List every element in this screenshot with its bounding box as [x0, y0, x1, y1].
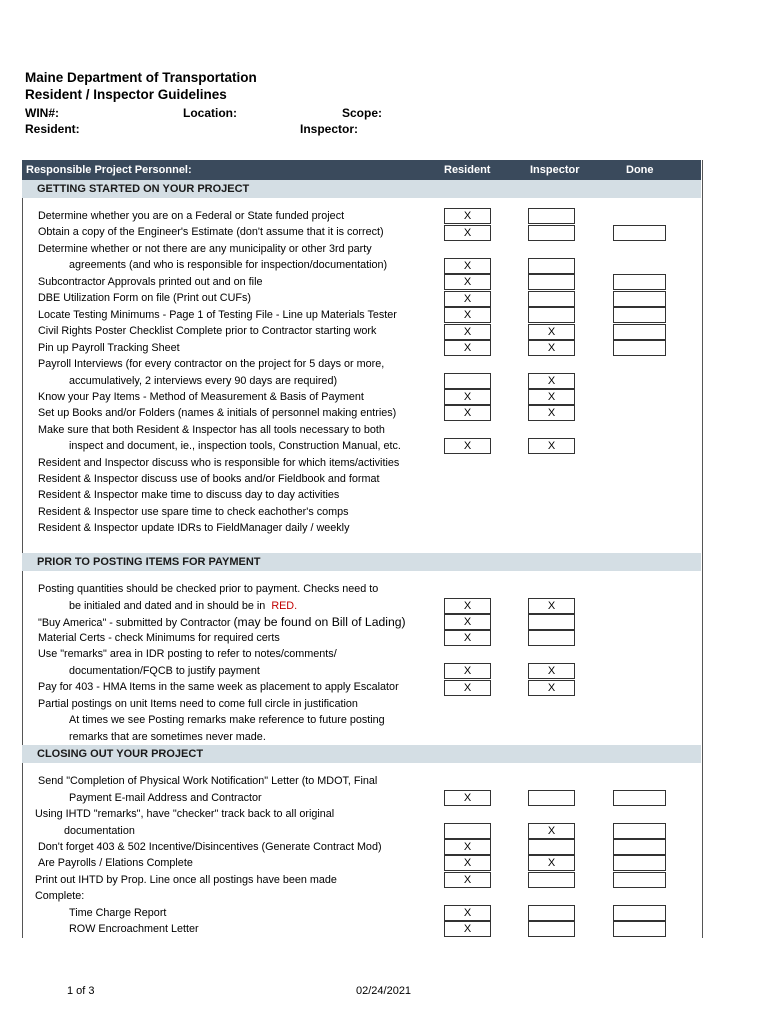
inspector-checkbox[interactable]: [528, 258, 575, 274]
resident-checkbox[interactable]: X: [444, 225, 491, 241]
win-label: WIN#:: [25, 106, 59, 120]
done-column-header: Done: [626, 164, 654, 176]
inspector-checkbox[interactable]: X: [528, 340, 575, 356]
resident-checkbox[interactable]: X: [444, 258, 491, 274]
resident-checkbox[interactable]: X: [444, 839, 491, 855]
section-title: CLOSING OUT YOUR PROJECT: [37, 748, 204, 760]
inspector-checkbox[interactable]: [528, 790, 575, 806]
inspector-checkbox[interactable]: [528, 307, 575, 323]
resident-checkbox[interactable]: X: [444, 208, 491, 224]
checklist-item: Pay for 403 - HMA Items in the same week as placement to apply Escalator: [38, 681, 399, 693]
table-header: [22, 160, 701, 180]
resident-checkbox[interactable]: X: [444, 663, 491, 679]
done-checkbox[interactable]: [613, 872, 666, 888]
inspector-label: Inspector:: [300, 122, 359, 136]
done-checkbox[interactable]: [613, 921, 666, 937]
resident-checkbox[interactable]: [444, 373, 491, 389]
resident-checkbox[interactable]: X: [444, 291, 491, 307]
checklist-item: remarks that are sometimes never made.: [69, 731, 266, 743]
resident-checkbox[interactable]: X: [444, 905, 491, 921]
checklist-item: At times we see Posting remarks make reference to future posting: [69, 714, 385, 726]
scope-label: Scope:: [342, 106, 383, 120]
done-checkbox[interactable]: [613, 307, 666, 323]
inspector-checkbox[interactable]: X: [528, 373, 575, 389]
checklist-item: Partial postings on unit Items need to come full circle in justification: [38, 698, 358, 710]
resident-checkbox[interactable]: X: [444, 630, 491, 646]
section-header: [22, 553, 701, 571]
resident-checkbox[interactable]: X: [444, 389, 491, 405]
checklist-item: Using IHTD "remarks", have "checker" track back to all original: [35, 808, 335, 820]
checklist-item: Complete:: [35, 890, 85, 902]
resident-checkbox[interactable]: X: [444, 855, 491, 871]
done-checkbox[interactable]: [613, 324, 666, 340]
checklist-item: Civil Rights Poster Checklist Complete prior to Contractor starting work: [38, 325, 377, 337]
inspector-checkbox[interactable]: X: [528, 389, 575, 405]
checklist-item: Payroll Interviews (for every contractor on the project for 5 days or more,: [38, 358, 385, 370]
checklist-item: Determine whether or not there are any municipality or other 3rd party: [38, 243, 372, 255]
checklist-item: agreements (and who is responsible for inspection/documentation): [69, 259, 388, 271]
resident-checkbox[interactable]: X: [444, 307, 491, 323]
checklist-item: Use "remarks" area in IDR posting to refer to notes/comments/: [38, 648, 337, 660]
resident-label: Resident:: [25, 122, 80, 136]
checklist-item: Resident & Inspector discuss use of books and/or Fieldbook and format: [38, 473, 380, 485]
inspector-checkbox[interactable]: X: [528, 680, 575, 696]
resident-checkbox[interactable]: X: [444, 340, 491, 356]
done-checkbox[interactable]: [613, 291, 666, 307]
checklist-item: Resident and Inspector discuss who is responsible for which items/activities: [38, 457, 400, 469]
resident-column-header: Resident: [444, 164, 491, 176]
checklist-item: Material Certs - check Minimums for required certs: [38, 632, 280, 644]
inspector-checkbox[interactable]: [528, 291, 575, 307]
done-checkbox[interactable]: [613, 905, 666, 921]
section-title: GETTING STARTED ON YOUR PROJECT: [37, 183, 250, 195]
checklist-item: Locate Testing Minimums - Page 1 of Testing File - Line up Materials Tester: [38, 309, 397, 321]
inspector-checkbox[interactable]: X: [528, 324, 575, 340]
inspector-checkbox[interactable]: X: [528, 663, 575, 679]
inspector-checkbox[interactable]: [528, 274, 575, 290]
resident-checkbox[interactable]: X: [444, 438, 491, 454]
location-label: Location:: [183, 106, 237, 120]
item-text: "Buy America" - submitted by Contractor: [38, 617, 231, 629]
inspector-checkbox[interactable]: [528, 905, 575, 921]
checklist-item: Obtain a copy of the Engineer's Estimate (don't assume that it is correct): [38, 226, 384, 238]
done-checkbox[interactable]: [613, 340, 666, 356]
resident-checkbox[interactable]: X: [444, 872, 491, 888]
done-checkbox[interactable]: [613, 790, 666, 806]
item-text: be initialed and dated and in should be in: [69, 600, 266, 612]
inspector-checkbox[interactable]: [528, 921, 575, 937]
checklist-item: Time Charge Report: [69, 907, 167, 919]
checklist-item: Subcontractor Approvals printed out and on file: [38, 276, 263, 288]
section-header: [22, 745, 701, 763]
checklist-item: Set up Books and/or Folders (names & initials of personnel making entries): [38, 407, 397, 419]
checklist-item: Resident & Inspector update IDRs to FieldManager daily / weekly: [38, 522, 350, 534]
resident-checkbox[interactable]: X: [444, 680, 491, 696]
inspector-checkbox[interactable]: X: [528, 823, 575, 839]
doc-title: Resident / Inspector Guidelines: [25, 87, 227, 102]
checklist-item: DBE Utilization Form on file (Print out CUFs): [38, 292, 251, 304]
item-note: (may be found on Bill of Lading): [233, 615, 406, 629]
checklist-item: [38, 615, 406, 629]
section-title: PRIOR TO POSTING ITEMS FOR PAYMENT: [37, 556, 261, 568]
checklist-item: ROW Encroachment Letter: [69, 923, 199, 935]
checklist-item: documentation/FQCB to justify payment: [69, 665, 260, 677]
done-checkbox[interactable]: [613, 225, 666, 241]
checklist-item: Don't forget 403 & 502 Incentive/Disincentives (Generate Contract Mod): [38, 841, 382, 853]
inspector-checkbox[interactable]: X: [528, 855, 575, 871]
section-header: [22, 180, 701, 198]
checklist-item: Determine whether you are on a Federal or State funded project: [38, 210, 345, 222]
red-note: RED.: [271, 600, 298, 612]
personnel-header: Responsible Project Personnel:: [26, 164, 192, 176]
resident-checkbox[interactable]: X: [444, 614, 491, 630]
inspector-checkbox[interactable]: X: [528, 598, 575, 614]
inspector-checkbox[interactable]: [528, 614, 575, 630]
checklist-item: Resident & Inspector make time to discuss day to day activities: [38, 489, 340, 501]
inspector-column-header: Inspector: [530, 164, 580, 176]
footer-date: 02/24/2021: [356, 985, 412, 997]
checklist-item: documentation: [64, 825, 135, 837]
inspector-checkbox[interactable]: [528, 225, 575, 241]
resident-checkbox[interactable]: X: [444, 921, 491, 937]
checklist-item: Know your Pay Items - Method of Measurement & Basis of Payment: [38, 391, 364, 403]
resident-checkbox[interactable]: X: [444, 324, 491, 340]
page-number: 1 of 3: [67, 985, 95, 997]
checklist-item: Make sure that both Resident & Inspector has all tools necessary to both: [38, 424, 385, 436]
doc-title-org: Maine Department of Transportation: [25, 70, 257, 85]
resident-checkbox[interactable]: X: [444, 790, 491, 806]
resident-checkbox[interactable]: X: [444, 405, 491, 421]
checklist-item: accumulatively, 2 interviews every 90 days are required): [69, 375, 338, 387]
done-checkbox[interactable]: [613, 274, 666, 290]
checklist-item: Pin up Payroll Tracking Sheet: [38, 342, 180, 354]
done-checkbox[interactable]: [613, 839, 666, 855]
checklist-item: Print out IHTD by Prop. Line once all postings have been made: [35, 874, 337, 886]
inspector-checkbox[interactable]: X: [528, 438, 575, 454]
checklist-item: Posting quantities should be checked prior to payment. Checks need to: [38, 583, 379, 595]
checklist-item: Resident & Inspector use spare time to check eachother's comps: [38, 506, 349, 518]
resident-checkbox[interactable]: X: [444, 598, 491, 614]
checklist-item: Send "Completion of Physical Work Notification" Letter (to MDOT, Final: [38, 775, 378, 787]
done-checkbox[interactable]: [613, 823, 666, 839]
resident-checkbox[interactable]: X: [444, 274, 491, 290]
inspector-checkbox[interactable]: X: [528, 405, 575, 421]
inspector-checkbox[interactable]: [528, 630, 575, 646]
inspector-checkbox[interactable]: [528, 839, 575, 855]
resident-checkbox[interactable]: [444, 823, 491, 839]
inspector-checkbox[interactable]: [528, 208, 575, 224]
inspector-checkbox[interactable]: [528, 872, 575, 888]
checklist-item: [69, 600, 297, 612]
checklist-item: Are Payrolls / Elations Complete: [38, 857, 193, 869]
checklist-item: inspect and document, ie., inspection tools, Construction Manual, etc.: [69, 440, 401, 452]
checklist-item: Payment E-mail Address and Contractor: [69, 792, 262, 804]
done-checkbox[interactable]: [613, 855, 666, 871]
